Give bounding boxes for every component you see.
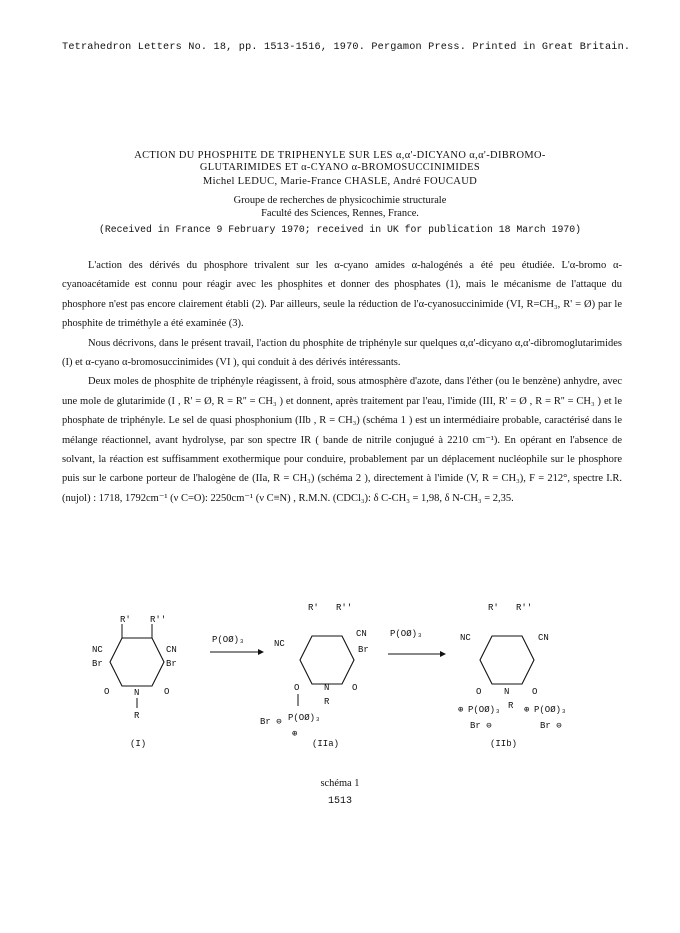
I-Br-right: Br: [166, 659, 177, 669]
IIb-bromide-right: Br ⊖: [540, 721, 562, 731]
I-O-left: O: [104, 687, 110, 697]
IIa-O-right: O: [352, 683, 358, 693]
IIa-Rp: R': [308, 603, 319, 613]
affiliation: [80, 195, 600, 220]
article-title: [80, 150, 600, 174]
scheme-drawing: [62, 596, 622, 756]
paragraph-1: L'action des dérivés du phosphore trivalent sur les α-cyano amides α-halogénés a été peu étudiée. L'α-bromo α-cyanoacétamide est connu pour réagir avec les phosphites et donner des phosphates (1), mais le mécanisme de l'attaque du phosphore n'est pas encore clairement établi (2). Par ailleurs, seule la réduction de l'α-cyanosuccinimide (VI, R=CH₃, R' = Ø) par le phosphite de triméthyle a été examinée (3).: [62, 260, 622, 330]
authors: Michel LEDUC, Marie-France CHASLE, André FOUCAUD: [202, 176, 478, 187]
I-Rp: R': [120, 615, 131, 625]
IIb-plus-left: ⊕: [458, 705, 464, 715]
reaction-scheme: [62, 596, 622, 756]
paragraph-3: Deux moles de phosphite de triphényle réagissent, à froid, sous atmosphère d'azote, dans l'éther (ou le benzène) anhydre, avec une mole de glutarimide (I , R' = Ø, R = R'' = CH₃ ) et donnent, après traitement par l'eau, l'imide (III, R' = Ø , R = R'' = CH₃ ) et le phosphate de triphényle. Le sel de quasi phosphonium (IIb , R = CH₃) (schéma 1 ) est un intermédiaire probable, caractérisé dans le mélange réactionnel, avant hydrolyse, par son spectre IR ( bande de nitrile conjugué à 2210 cm⁻¹). En opérant en l'absence de solvant, la réaction est suffisamment exothermique pour conduire, probablement par un déplacement nucléophile sur le phosphore puis sur le carbone porteur de l'halogène de (IIa, R = CH₃) (schéma 2 ), directement à l'imide (V, R = CH₃), F = 212°, spectre I.R. (nujol) : 1718, 1792cm⁻¹ (ν C=O): 2250cm⁻¹ (ν C≡N) , R.M.N. (CDCl₃): δ C-CH₃ = 1,98, δ N-CH₃ = 2,35.: [62, 376, 622, 504]
page-number: 1513: [327, 796, 352, 807]
label-IIb: (IIb): [490, 739, 518, 749]
IIb-Rpp: R'': [516, 603, 533, 613]
IIb-O-right: O: [532, 687, 538, 697]
IIa-Br: Br: [358, 645, 369, 655]
received-dates: (Received in France 9 February 1970; received in UK for publication 18 March 1970): [98, 224, 582, 235]
IIa-plus: ⊕: [292, 729, 298, 739]
journal-header: Tetrahedron Letters No. 18, pp. 1513-1516, 1970. Pergamon Press. Printed in Great Britain.: [62, 42, 631, 53]
IIa-O-left: O: [294, 683, 300, 693]
IIa-bromide: Br ⊖: [260, 717, 282, 727]
IIb-bromide-left: Br ⊖: [470, 721, 492, 731]
article-body: [62, 256, 622, 508]
scheme-caption: schéma 1: [320, 778, 360, 789]
I-CN: CN: [166, 645, 177, 655]
IIa-R: R: [324, 697, 330, 707]
IIb-R: R: [508, 701, 514, 711]
title-line-1: ACTION DU PHOSPHITE DE TRIPHENYLE SUR LES α,α'-DICYANO α,α'-DIBROMO-: [134, 150, 546, 161]
IIa-N: N: [324, 683, 330, 693]
arrow-2: [388, 629, 446, 657]
affiliation-line-1: Groupe de recherches de physicochimie structurale: [233, 195, 447, 206]
IIa-phosphonium: P(OØ)₃: [288, 713, 321, 723]
IIb-NC: NC: [460, 633, 471, 643]
IIa-Rpp: R'': [336, 603, 353, 613]
arrow-2-reagent: P(OØ)₃: [390, 629, 423, 639]
IIb-CN: CN: [538, 633, 549, 643]
I-N: N: [134, 688, 140, 698]
IIb-phosphonium-right: P(OØ)₃: [534, 705, 567, 715]
label-I: (I): [130, 739, 147, 749]
I-Rpp: R'': [150, 615, 167, 625]
I-Br-left: Br: [92, 659, 103, 669]
arrow-1-reagent: P(OØ)₃: [212, 635, 245, 645]
IIb-O-left: O: [476, 687, 482, 697]
IIb-N: N: [504, 687, 510, 697]
IIb-plus-right: ⊕: [524, 705, 530, 715]
I-O-right: O: [164, 687, 170, 697]
structure-I: [92, 615, 177, 749]
affiliation-line-2: Faculté des Sciences, Rennes, France.: [261, 207, 419, 219]
structure-IIb: [458, 603, 566, 749]
arrow-1: [210, 635, 264, 655]
I-NC: NC: [92, 645, 103, 655]
structure-IIa: [260, 603, 369, 749]
title-line-2: GLUTARIMIDES ET α-CYANO α-BROMOSUCCINIMIDES: [199, 162, 481, 173]
I-R: R: [134, 711, 140, 721]
paragraph-2: Nous décrivons, dans le présent travail, l'action du phosphite de triphényle sur quelques α,α'-dicyano α,α'-dibromoglutarimides (I) et α-cyano α-bromosuccinimides (VI ), qui conduit à des dérivés intéressants.: [62, 337, 622, 369]
IIa-NC: NC: [274, 639, 285, 649]
IIb-phosphonium-left: P(OØ)₃: [468, 705, 501, 715]
IIa-CN: CN: [356, 629, 367, 639]
IIb-Rp: R': [488, 603, 499, 613]
label-IIa: (IIa): [312, 739, 340, 749]
